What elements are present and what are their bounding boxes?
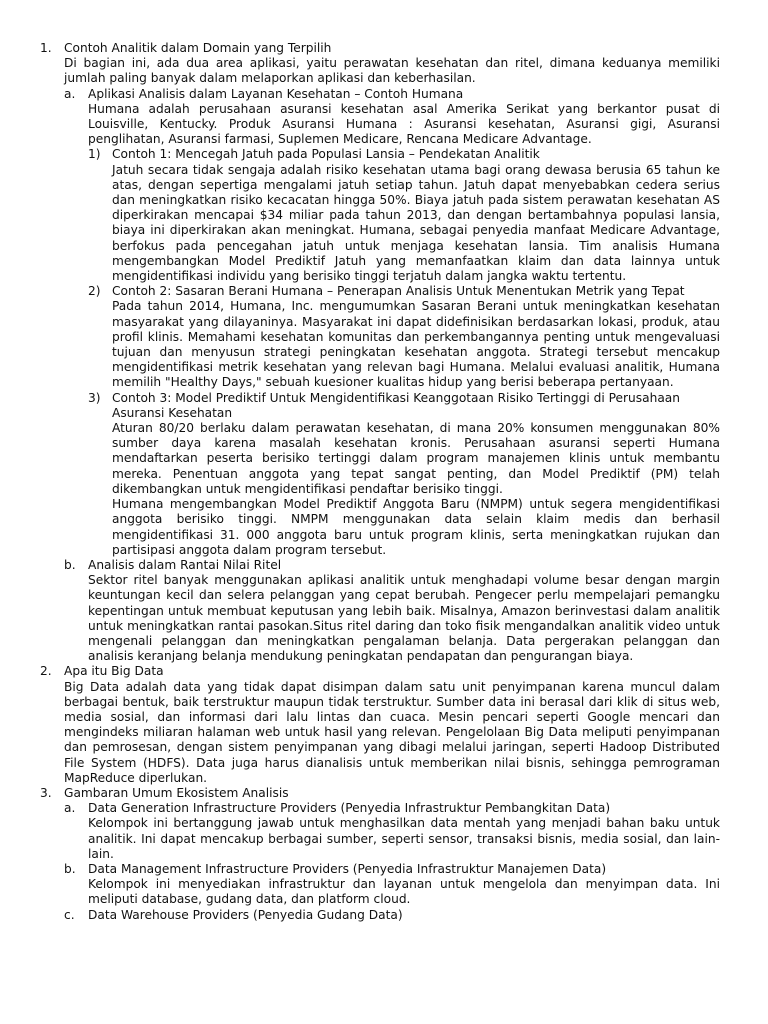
heading-text: Analisis dalam Rantai Nilai Ritel (88, 557, 282, 572)
list-number: 1) (88, 147, 101, 162)
heading-text: Contoh 2: Sasaran Berani Humana – Penerapan Analisis Untuk Menentukan Metrik yang Tepat (112, 284, 685, 299)
list-letter: a. (64, 86, 76, 101)
paragraph: Humana mengembangkan Model Prediktif Anggota Baru (NMPM) untuk segera mengidentifikasi anggota berisiko tinggi. NMPM menggunakan data selain klaim medis dan berhasil mengidentifikasi 31. 000 anggota baru untuk program klinis, serta meningkatkan rujukan dan partisipasi anggota dalam program tersebut. (112, 497, 720, 557)
heading-text: Contoh 3: Model Prediktif Untuk Mengidentifikasi Keanggotaan Risiko Tertinggi di Perusahaan Asuransi Kesehatan (112, 390, 680, 420)
paragraph: Pada tahun 2014, Humana, Inc. mengumumkan Sasaran Berani untuk meningkatkan kesehatan masyarakat yang dilayaninya. Masyarakat ini dapat didefinisikan berdasarkan lokasi, produk, atau profil klinis. Memahami kesehatan komunitas dan perkembangannya penting untuk mengevaluasi tujuan dan menyusun strategi peningkatan kesehatan anggota. Strategi tersebut mencakup mengidentifikasi metrik kesehatan yang relevan bagi Humana. Melalui evaluasi analitik, Humana memilih "Healthy Days," sebuah kuesioner kualitas hidup yang berisi beberapa pertanyaan. (112, 299, 720, 390)
heading-text: Aplikasi Analisis dalam Layanan Kesehatan – Contoh Humana (88, 86, 464, 101)
heading-text: Gambaran Umum Ekosistem Analisis (64, 785, 289, 800)
example-heading (40, 284, 720, 299)
subsection-heading (40, 558, 720, 573)
list-number: 1. (40, 41, 52, 55)
paragraph: Big Data adalah data yang tidak dapat disimpan dalam satu unit penyimpanan karena muncul dalam berbagai bentuk, baik terstruktur maupun tidak terstruktur. Sumber data ini berasal dari klik di situs web, media sosial, dan informasi dari lalu lintas dan cuaca. Mesin pencari seperti Google mencari dan mengindeks miliaran halaman web untuk hasil yang relevan. Pengelolaan Big Data meliputi penyimpanan dan pemrosesan, dengan sistem penyimpanan yang dibagi melalui jaringan, seperti Hadoop Distributed File System (HDFS). Data juga harus dianalisis untuk memberikan nilai bisnis, sehingga pemrograman MapReduce diperlukan. (64, 679, 720, 785)
list-letter: c. (64, 907, 75, 922)
heading-text: Contoh Analitik dalam Domain yang Terpilih (64, 41, 332, 55)
list-letter: a. (64, 801, 76, 816)
heading-text: Data Generation Infrastructure Providers (Penyedia Infrastruktur Pembangkitan Data) (88, 801, 611, 816)
paragraph: Di bagian ini, ada dua area aplikasi, yaitu perawatan kesehatan dan ritel, dimana keduanya memiliki jumlah paling banyak dalam melaporkan aplikasi dan keberhasilan. (64, 56, 720, 86)
subsection-heading (40, 801, 720, 816)
section-heading (40, 786, 720, 801)
paragraph: Humana adalah perusahaan asuransi kesehatan asal Amerika Serikat yang berkantor pusat di Louisville, Kentucky. Produk Asuransi Humana : Asuransi kesehatan, Asuransi gigi, Asuransi penglihatan, Asuransi farmasi, Suplemen Medicare, Rencana Medicare Advantage. (88, 101, 720, 147)
list-number: 2. (40, 664, 52, 679)
list-number: 3) (88, 390, 101, 405)
example-heading (40, 147, 720, 162)
section-heading (40, 664, 720, 679)
paragraph: Sektor ritel banyak menggunakan aplikasi analitik untuk menghadapi volume besar dengan margin keuntungan kecil dan selera pelanggan yang cepat berubah. Pengecer perlu mempelajari pemangku kepentingan untuk membuat keputusan yang lebih baik. Misalnya, Amazon berinvestasi dalam analitik untuk meningkatkan rantai pasokan.Situs ritel daring dan toko fisik mengandalkan analitik video untuk mengenali pelanggan dan meningkatkan pengalaman belanja. Data pergerakan pelanggan dan analisis keranjang belanja mendukung peningkatan pendapatan dan pengurangan biaya. (88, 573, 720, 664)
list-number: 3. (40, 785, 52, 800)
list-letter: b. (64, 861, 76, 876)
heading-text: Data Management Infrastructure Providers (Penyedia Infrastruktur Manajemen Data) (88, 861, 607, 876)
subsection-heading (40, 87, 720, 102)
section-heading (40, 41, 720, 56)
heading-text: Contoh 1: Mencegah Jatuh pada Populasi Lansia – Pendekatan Analitik (112, 147, 540, 162)
subsection-heading (40, 862, 720, 877)
subsection-heading (40, 908, 720, 923)
paragraph: Kelompok ini bertanggung jawab untuk menghasilkan data mentah yang menjadi bahan baku untuk analitik. Ini dapat mencakup berbagai sumber, seperti sensor, transaksi bisnis, media sosial, dan lain-lain. (88, 816, 720, 861)
list-number: 2) (88, 284, 101, 299)
paragraph: Kelompok ini menyediakan infrastruktur dan layanan untuk mengelola dan menyimpan data. Ini meliputi database, gudang data, dan platform cloud. (88, 877, 720, 907)
list-letter: b. (64, 557, 76, 572)
example-heading (40, 391, 720, 421)
heading-text: Apa itu Big Data (64, 664, 164, 679)
heading-text: Data Warehouse Providers (Penyedia Gudang Data) (88, 907, 403, 922)
paragraph: Jatuh secara tidak sengaja adalah risiko kesehatan utama bagi orang dewasa berusia 65 tahun ke atas, dengan sepertiga mengalami jatuh setiap tahun. Jatuh dapat menyebabkan cedera serius dan meningkatkan risiko kecacatan hingga 50%. Biaya jatuh pada sistem perawatan kesehatan AS diperkirakan mencapai $34 miliar pada tahun 2013, dan dengan bertambahnya populasi lansia, biaya ini diperkirakan akan meningkat. Humana, sebagai penyedia manfaat Medicare Advantage, berfokus pada pencegahan jatuh untuk menjaga kesehatan lansia. Tim analisis Humana mengembangkan Model Prediktif Jatuh yang memanfaatkan klaim dan data lainnya untuk mengidentifikasi individu yang berisiko tinggi terjatuh dalam jangka waktu tertentu. (112, 162, 720, 284)
paragraph: Aturan 80/20 berlaku dalam perawatan kesehatan, di mana 20% konsumen menggunakan 80% sumber daya karena masalah kesehatan kronis. Perusahaan asuransi seperti Humana mendaftarkan peserta berisiko tertinggi dalam program manajemen klinis untuk membantu mereka. Penentuan anggota yang tepat sangat penting, dan Model Prediktif (PM) telah dikembangkan untuk mengidentifikasi pendaftar berisiko tinggi. (112, 421, 720, 496)
